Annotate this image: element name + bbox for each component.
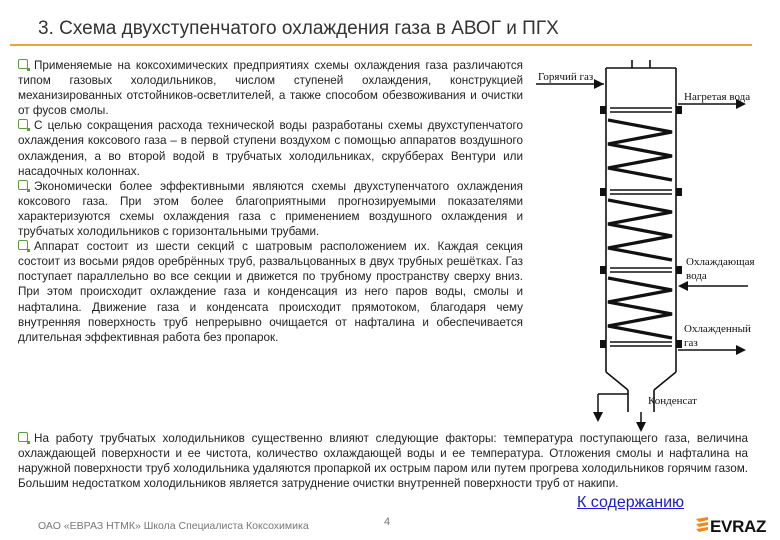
slide-title: 3. Схема двухступенчатого охлаждения газа в АВОГ и ПГХ [38,18,559,39]
bottom-paragraph: На работу трубчатых холодильников существенно влияют следующие факторы: температура поступающего газа, величина охлаждающей поверхности и ее чистота, количество охлаждающей воды и ее температура. Отложения смолы и нафталина на наружной поверхности труб холодильника удаляются пропаркой их острым паром или путем прогрева холодильников горячим газом. Большим недостатком холодильников является затруднение очистки внутренней поверхности труб от накипи. [18,432,748,491]
contents-link[interactable]: К содержанию [577,494,684,511]
label-cooling-water: Охлаждающая вода [686,256,755,282]
arrow-in-icon [594,79,604,89]
label-hot-water: Нагретая вода [684,91,751,103]
label-condensate: Конденсат [648,395,697,407]
checkbox-bullet-icon [18,432,28,442]
page-number: 4 [384,516,391,528]
logo-mark-icon [696,517,710,533]
logo-wordmark: EVRAZ [710,517,767,536]
bullet-list [18,58,523,345]
bullet-item: Аппарат состоит из шести секций с шатровым расположением их. Каждая секция состоит из восьми рядов оребрённых труб, развальцованных в двух трубных решётках. Газ поступает параллельно во все секции и движется по трубному пространству сверху вниз. При этом происходит охлаждение газа и конденсация из него паров воды, смолы и нафталина. Движение газа и конденсата происходит прямотоком, благодаря чему внутренняя поверхность труб непрерывно очищается от нафталина и обеспечивается длительная эффективная работа без пропарок. [18,240,523,344]
cooler-diagram [528,60,768,440]
title-divider [10,44,752,46]
checkbox-bullet-icon [18,119,28,129]
checkbox-bullet-icon [18,240,28,250]
label-hot-gas: Горячий газ [538,71,594,83]
checkbox-bullet-icon [18,59,28,69]
footer-text: ОАО «ЕВРАЗ НТМК» Школа Специалиста Коксохимика [38,520,309,532]
checkbox-bullet-icon [18,180,28,190]
bullet-item: Применяемые на коксохимических предприятиях схемы охлаждения газа различаются типом газовых холодильников, числом ступеней охлаждения, конструкцией механизированных отстойников-осветлителей, а также способом обезвоживания и очистки от фусов смолы. [18,59,523,118]
label-cooled-gas: Охлажденный газ [684,323,751,349]
bullet-item: С целью сокращения расхода технической воды разработаны схемы двухступенчатого охлаждения коксового газа – в первой ступени воздухом с помощью аппаратов воздушного охлаждения, а во второй водой в трубчатых холодильниках, скрубберах Вентури или насадочных колоннах. [18,119,523,178]
bullet-item: Экономически более эффективными являются схемы двухступенчатого охлаждения коксового газа. При этом более благоприятными прогнозируемыми показателями характеризуются схемы охлаждения газа с применением воздушного охлаждения и трубчатых холодильников с горизонтальными трубами. [18,179,523,239]
evraz-logo [696,515,766,537]
